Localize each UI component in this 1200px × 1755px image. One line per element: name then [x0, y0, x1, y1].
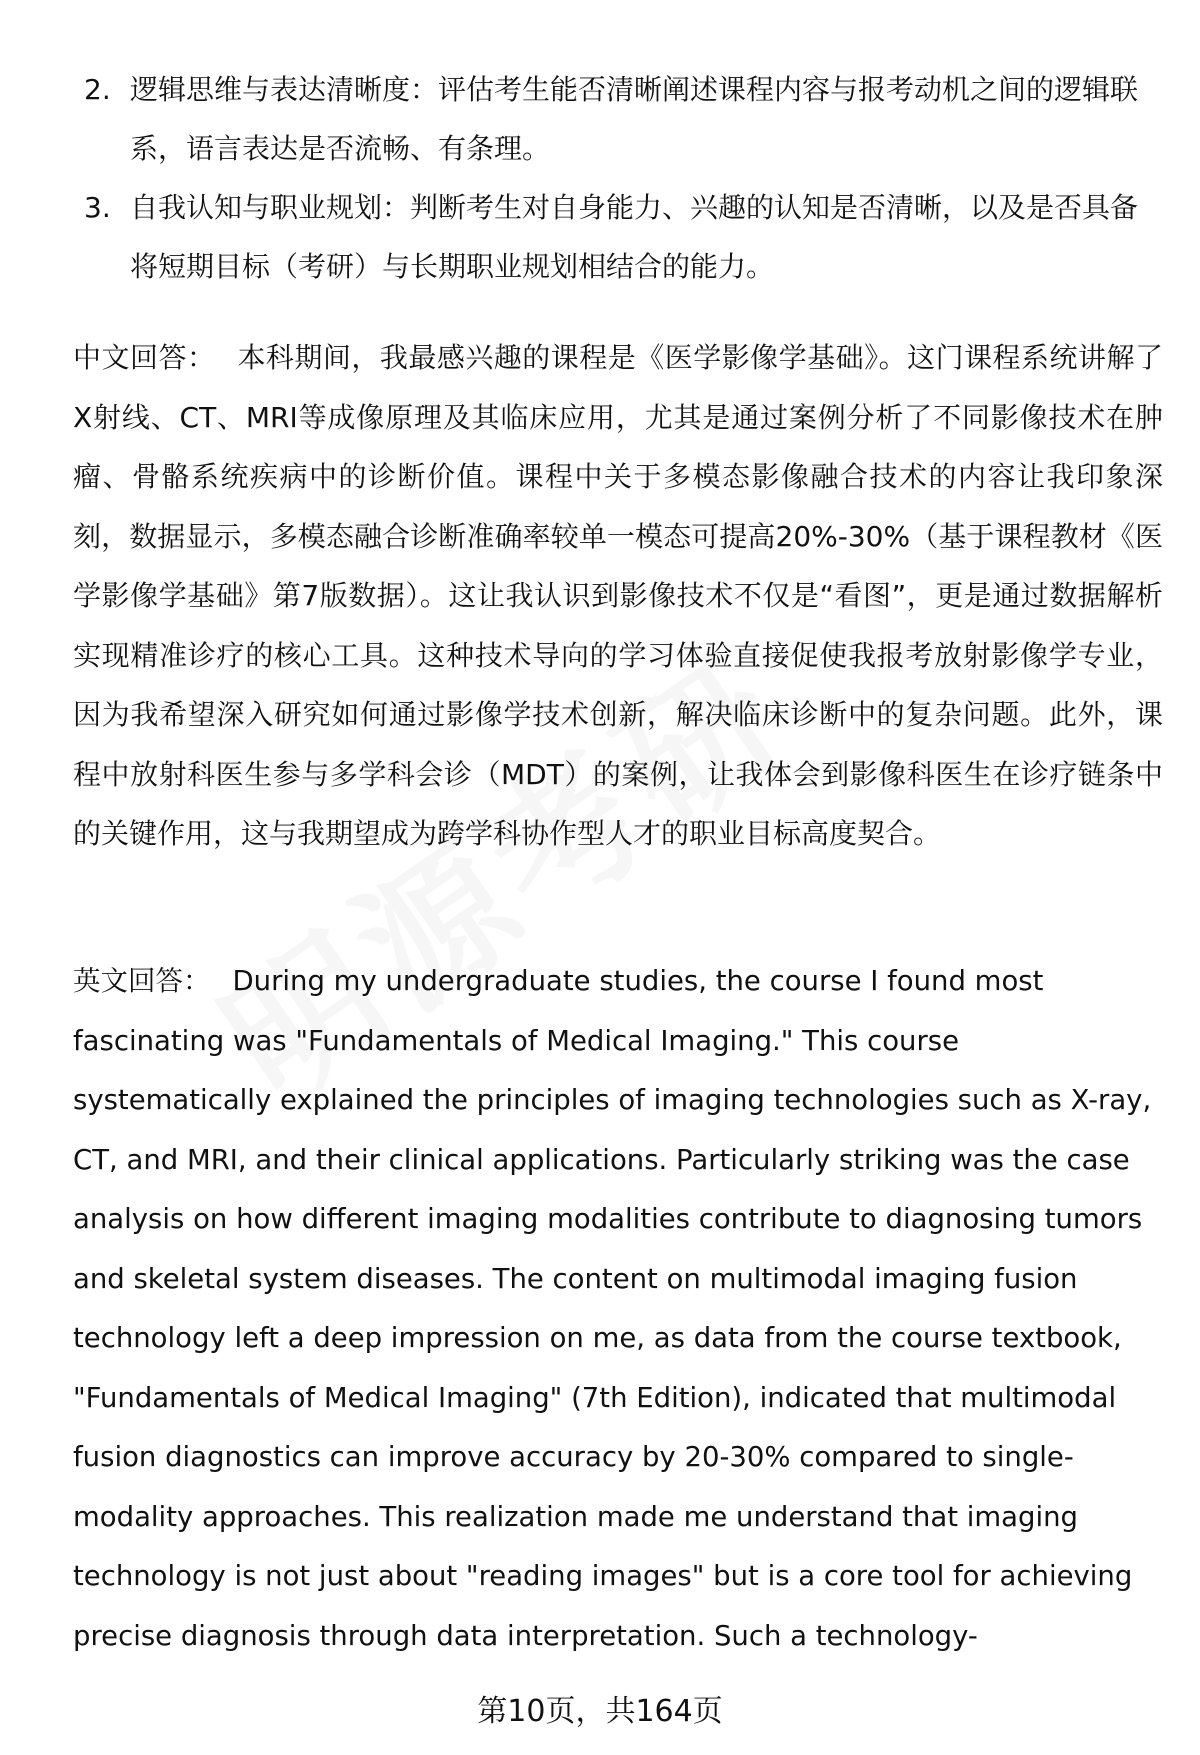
english-answer-paragraph — [73, 952, 1163, 1666]
criteria-number: 2. — [84, 73, 111, 106]
chinese-answer-label: 中文回答： — [73, 341, 216, 374]
english-answer-text: During my undergraduate studies, the course I found most fascinating was "Fundamentals of Medical Imaging." This course systematically explained the principles of imaging technologies such as X-ray, CT, and MRI, and their clinical applications. Particularly striking was the case analysis on how different imaging modalities contribute to diagnosing tumors and skeletal system diseases. The content on multimodal imaging fusion technology left a deep impression on me, as data from the course textbook, "Fundamentals of Medical Imaging" (7th Edition), indicated that multimodal fusion diagnostics can improve accuracy by 20-30% compared to single-modality approaches. This realization made me understand that imaging technology is not just about "reading images" but is a core tool for achieving precise diagnosis through data interpretation. Such a technology- — [73, 965, 1152, 1652]
chinese-answer-text: 本科期间，我最感兴趣的课程是《医学影像学基础》。这门课程系统讲解了X射线、CT、MRI等成像原理及其临床应用，尤其是通过案例分析了不同影像技术在肿瘤、骨骼系统疾病中的诊断价值。课程中关于多模态影像融合技术的内容让我印象深刻，数据显示，多模态融合诊断准确率较单一模态可提高20%-30%（基于课程教材《医学影像学基础》第7版数据）。这让我认识到影像技术不仅是“看图”，更是通过数据解析实现精准诊疗的核心工具。这种技术导向的学习体验直接促使我报考放射影像学专业，因为我希望深入研究如何通过影像学技术创新，解决临床诊断中的复杂问题。此外，课程中放射科医生参与多学科会诊（MDT）的案例，让我体会到影像科医生在诊疗链条中的关键作用，这与我期望成为跨学科协作型人才的职业目标高度契合。 — [73, 341, 1163, 850]
criteria-item — [84, 178, 1144, 296]
english-answer-label: 英文回答： — [73, 965, 211, 997]
criteria-item — [84, 60, 1144, 178]
criteria-text: 自我认知与职业规划：判断考生对自身能力、兴趣的认知是否清晰，以及是否具备将短期目标（考研）与长期职业规划相结合的能力。 — [130, 191, 1139, 283]
page-number-footer: 第10页，共164页 — [477, 1694, 723, 1729]
criteria-text: 逻辑思维与表达清晰度：评估考生能否清晰阐述课程内容与报考动机之间的逻辑联系，语言表达是否流畅、有条理。 — [130, 73, 1139, 165]
criteria-list — [84, 60, 1144, 296]
criteria-number: 3. — [84, 191, 111, 224]
chinese-answer-paragraph — [73, 328, 1163, 864]
